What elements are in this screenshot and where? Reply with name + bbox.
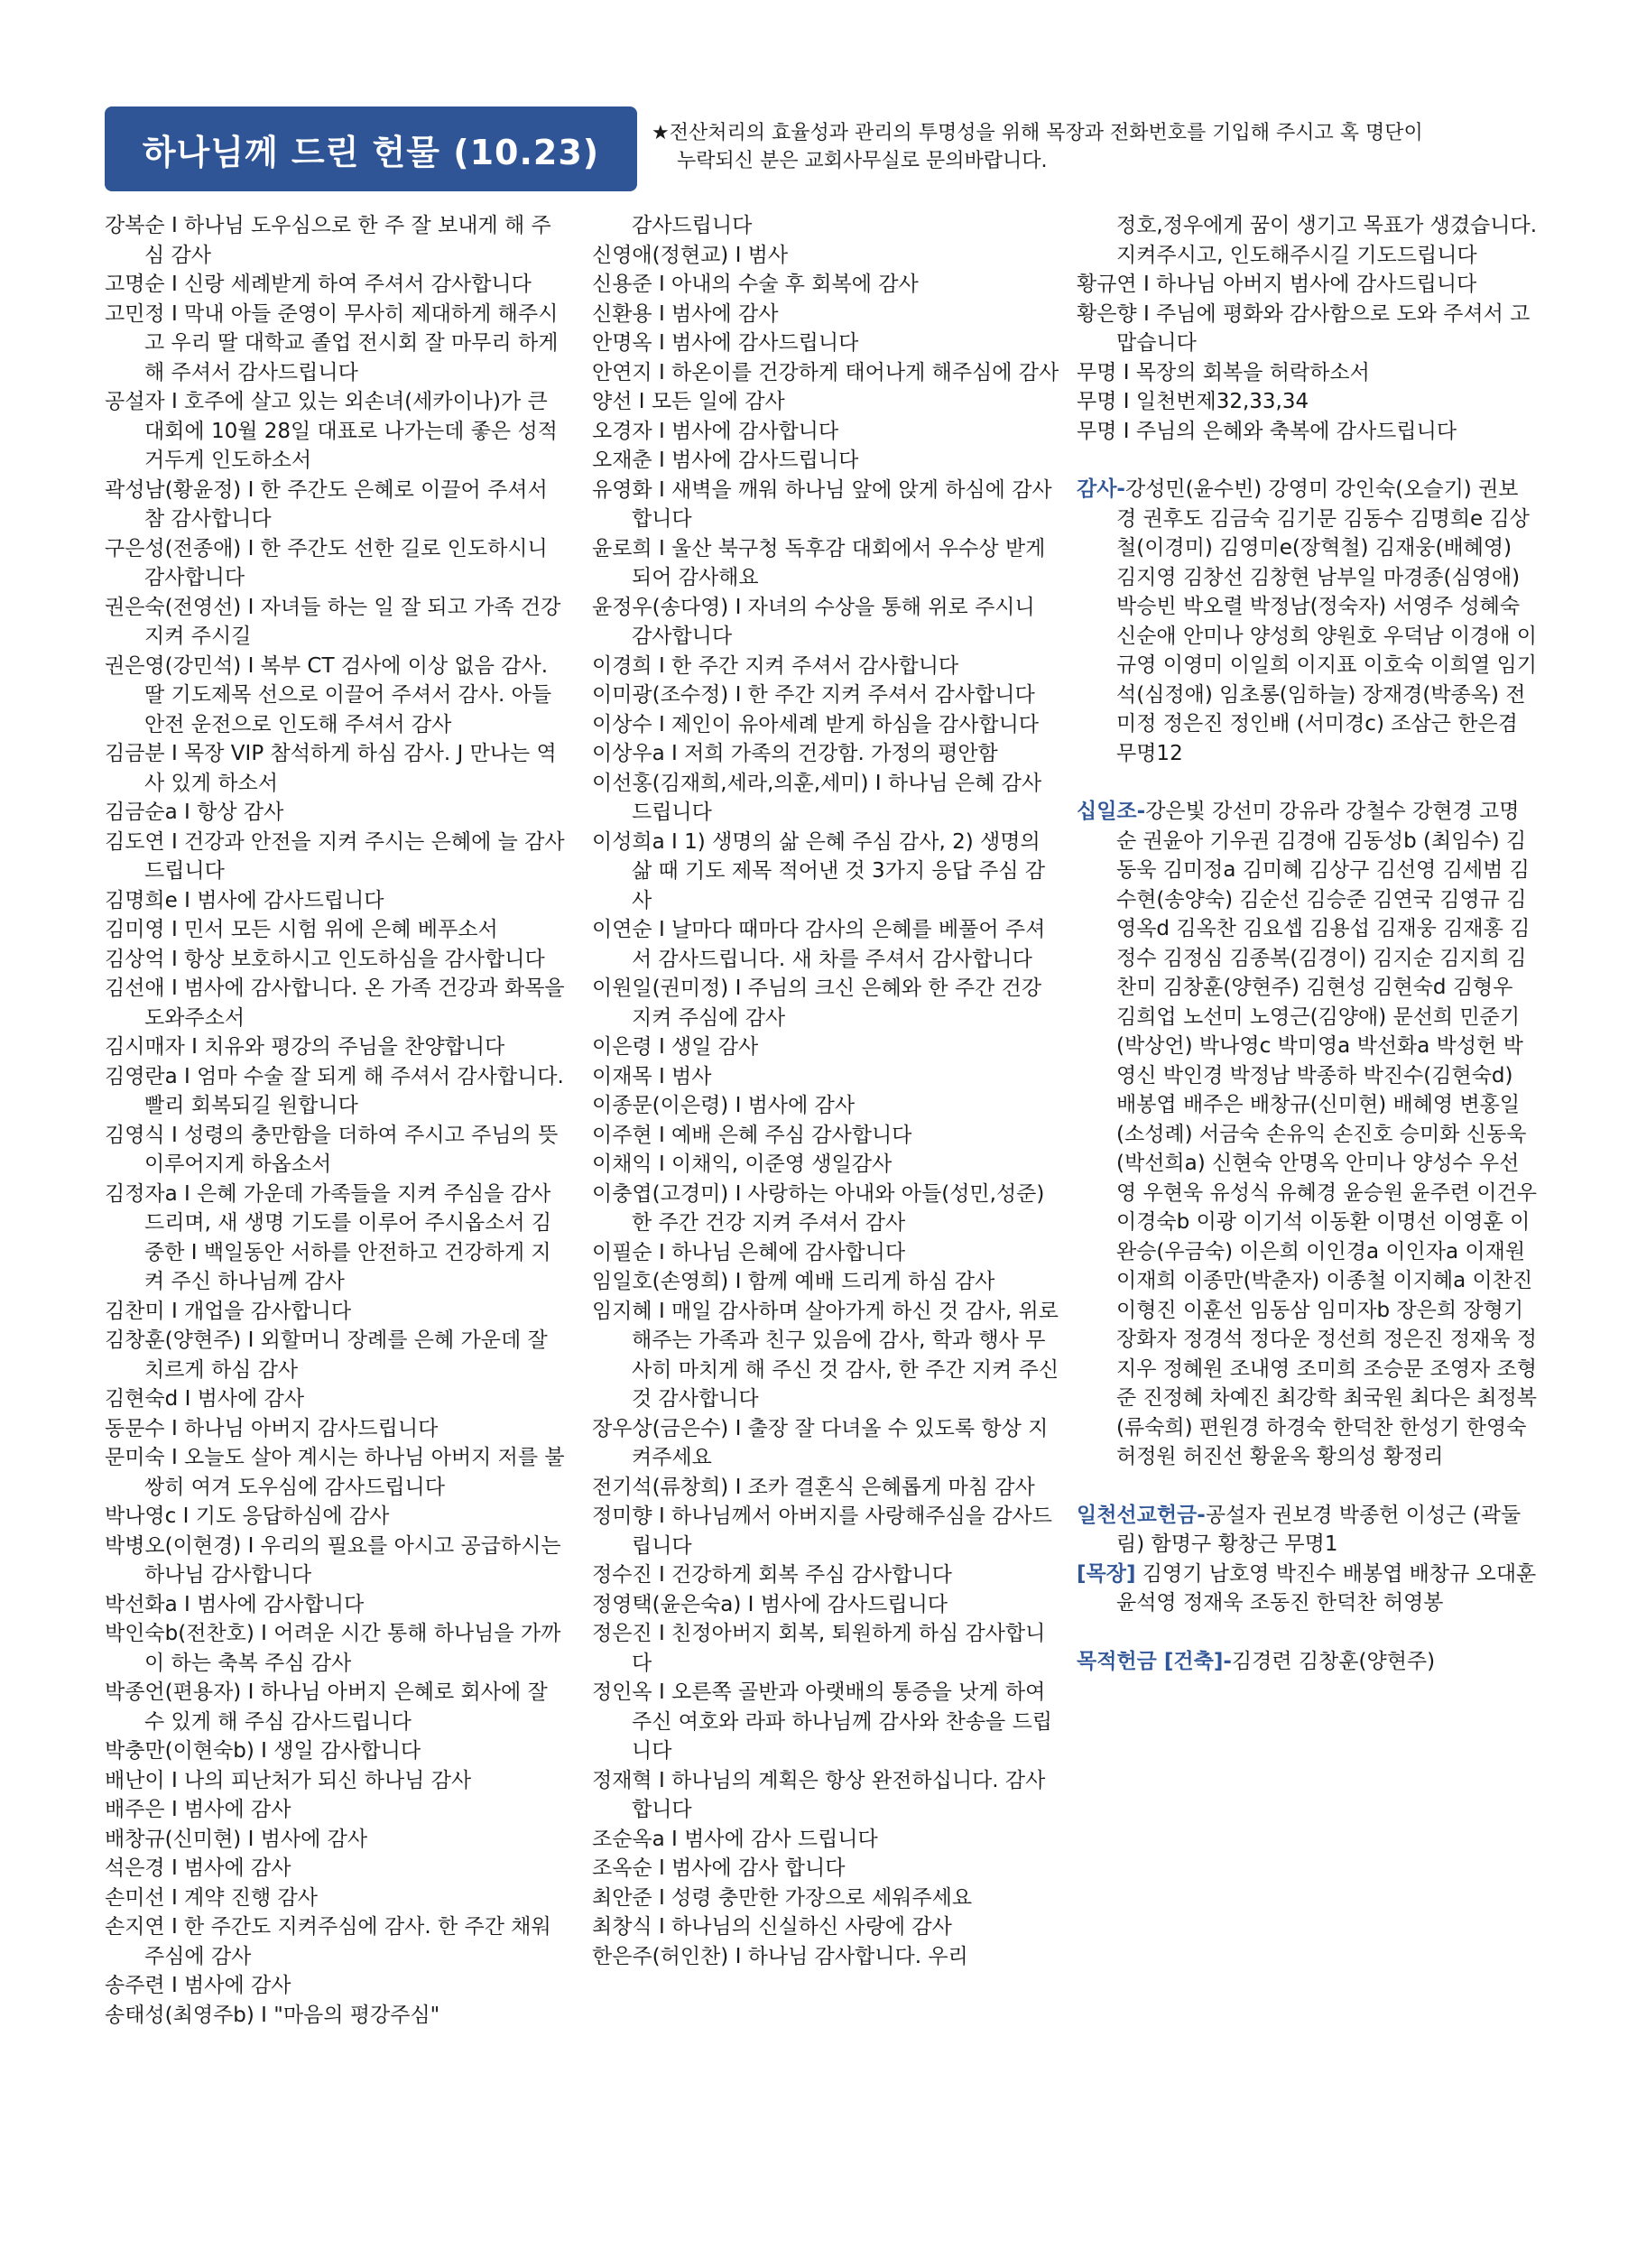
list-item: 박선화a I 범사에 감사합니다 — [105, 1592, 365, 1616]
list-item: 임일호(손영희) I 함께 예배 드리게 하심 감사 — [592, 1270, 995, 1293]
list-item: 윤로희 I 울산 북구청 독후감 대회에서 우수상 받게 되어 감사해요 — [592, 536, 1046, 589]
notice-line-2: 누락되신 분은 교회사무실로 문의바랍니다. — [677, 150, 1048, 172]
list-item: 이재목 I 범사 — [592, 1064, 712, 1088]
list-item: 고민정 I 막내 아들 준영이 무사히 제대하게 해주시고 우리 딸 대학교 졸업 전시회 잘 마무리 하게 해 주셔서 감사드립니다 — [105, 301, 559, 384]
mokjeok-names: 김경련 김창훈(양현주) — [1231, 1649, 1436, 1673]
list-item: 장우상(금은수) I 출장 잘 다녀올 수 있도록 항상 지켜주세요 — [592, 1416, 1049, 1469]
column-2 — [592, 211, 1061, 1971]
list-item: 김금분 I 목장 VIP 참석하게 하심 감사. J 만나는 역사 있게 하소서 — [105, 742, 557, 795]
list-item: 박충만(이현숙b) I 생일 감사합니다 — [105, 1739, 421, 1763]
list-item: 최창식 I 하나님의 신실하신 사랑에 감사 — [592, 1915, 952, 1939]
list-item: 전기석(류창희) I 조카 결혼식 은혜롭게 마침 감사 — [592, 1475, 1035, 1499]
list-item: 석은경 I 범사에 감사 — [105, 1856, 291, 1880]
list-item: 정영택(윤은숙a) I 범사에 감사드립니다 — [592, 1592, 948, 1616]
sipil-label: 십일조- — [1077, 800, 1146, 823]
list-item: 김현숙d I 범사에 감사 — [105, 1387, 305, 1411]
spacer — [1077, 768, 1537, 797]
list-item: 신환용 I 범사에 감사 — [592, 301, 779, 326]
list-item: 배난이 I 나의 피난처가 되신 하나님 감사 — [105, 1768, 472, 1792]
gamsa-group — [1077, 475, 1537, 768]
list-item: 김선애 I 범사에 감사합니다. 온 가족 건강과 화목을 도와주소서 — [105, 977, 565, 1030]
list-item: 송주련 I 범사에 감사 — [105, 1974, 291, 1997]
list-item: 이상우a I 저희 가족의 건강함. 가정의 평안함 — [592, 742, 998, 765]
gamsa-names: 강성민(윤수빈) 강영미 강인숙(오슬기) 권보경 권후도 김금숙 김기문 김동수 김명희e 김상철(이경미) 김영미e(장혁철) 김재웅(배혜영) 김지영 김창선 김창현 남부일 마경종(심영애) 박승빈 박오렬 박정남(정숙자) 서영주 성혜숙 신순애 안미나 양성희 양원호 우덕남 이경애 이규영 이영미 이일희 이지표 이호숙 이희열 임기석(심정애) 임초롱(임하늘) 장재경(박종옥) 전미정 정은진 정인배 (서미경c) 조삼근 한은겸 무명12 — [1116, 477, 1538, 765]
list-item: 김명희e I 범사에 감사드립니다 — [105, 888, 384, 912]
list-item: 김정자a I 은혜 가운데 가족들을 지켜 주심을 감사드리며, 새 생명 기도를 이루어 주시옵소서 김중한 I 백일동안 서하를 안전하고 건강하게 지켜 주신 하나님께 감사 — [105, 1181, 552, 1293]
page-title — [105, 106, 637, 191]
list-item: 오재춘 I 범사에 감사드립니다 — [592, 449, 859, 472]
list-item: 조순옥a I 범사에 감사 드립니다 — [592, 1827, 878, 1851]
list-item: 정호,정우에게 꿈이 생기고 목표가 생겼습니다. 지켜주시고, 인도해주시길 기도드립니다 — [1116, 214, 1538, 267]
list-item: 박종언(편용자) I 하나님 아버지 은혜로 회사에 잘 수 있게 해 주심 감사드립니다 — [105, 1680, 548, 1734]
list-item: 문미숙 I 오늘도 살아 계시는 하나님 아버지 저를 불쌍히 여겨 도우심에 감사드립니다 — [105, 1446, 565, 1499]
list-item: 정은진 I 친정아버지 회복, 퇴원하게 하심 감사합니다 — [592, 1622, 1046, 1675]
list-item: 이경희 I 한 주간 지켜 주셔서 감사합니다 — [592, 653, 959, 678]
list-item: 유영화 I 새벽을 깨워 하나님 앞에 앉게 하심에 감사합니다 — [592, 477, 1052, 531]
mokjeok-group — [1077, 1647, 1537, 1677]
mokjang-label: [목장] — [1077, 1561, 1136, 1586]
list-item: 정인옥 I 오른쪽 골반과 아랫배의 통증을 낫게 하여 주신 여호와 라파 하나님께 감사와 찬송을 드립니다 — [592, 1680, 1053, 1763]
list-item: 이연순 I 날마다 때마다 감사의 은혜를 베풀어 주셔서 감사드립니다. 새 차를 주셔서 감사합니다 — [592, 918, 1046, 971]
mokjeok-label: 목적헌금 [건축]- — [1077, 1649, 1232, 1673]
list-item: 권은숙(전영선) I 자녀들 하는 일 잘 되고 가족 건강 지켜 주시길 — [105, 595, 561, 648]
list-item: 감사드립니다 — [632, 214, 753, 237]
mokjang-group — [1077, 1560, 1537, 1618]
spacer — [1077, 1472, 1537, 1501]
list-item: 황은향 I 주님에 평화와 감사함으로 도와 주셔서 고맙습니다 — [1077, 301, 1531, 355]
list-item: 윤정우(송다영) I 자녀의 수상을 통해 위로 주시니 감사합니다 — [592, 595, 1035, 648]
list-item: 안명옥 I 범사에 감사드립니다 — [592, 331, 859, 355]
list-item: 오경자 I 범사에 감사합니다 — [592, 419, 839, 443]
list-item: 이은령 I 생일 감사 — [592, 1035, 759, 1059]
column-1 — [105, 211, 565, 2030]
list-item: 최안준 I 성령 충만한 가장으로 세워주세요 — [592, 1885, 973, 1910]
list-item: 이상수 I 제인이 유아세례 받게 하심을 감사합니다 — [592, 712, 1040, 736]
list-item: 김영란a I 엄마 수술 잘 되게 해 주셔서 감사합니다. 빨리 회복되길 원합니다 — [105, 1064, 564, 1117]
list-item: 고명순 I 신랑 세례받게 하여 주셔서 감사합니다 — [105, 273, 532, 296]
list-item: 박인숙b(전찬호) I 어려운 시간 통해 하나님을 가까이 하는 축복 주심 감사 — [105, 1622, 561, 1675]
notice — [652, 119, 1554, 175]
list-item: 김영식 I 성령의 충만함을 더하여 주시고 주님의 뜻 이루어지게 하옵소서 — [105, 1123, 559, 1176]
list-item: 배창규(신미현) I 범사에 감사 — [105, 1827, 368, 1851]
list-item: 무명 I 일천번제32,33,34 — [1077, 390, 1309, 413]
list-item: 신영애(정현교) I 범사 — [592, 243, 789, 267]
list-item: 김찬미 I 개업을 감사합니다 — [105, 1299, 352, 1323]
list-item: 김금순a I 항상 감사 — [105, 801, 284, 824]
list-item: 황규연 I 하나님 아버지 범사에 감사드립니다 — [1077, 273, 1477, 296]
list-item: 이충엽(고경미) I 사랑하는 아내와 아들(성민,성준) 한 주간 건강 지켜 주셔서 감사 — [592, 1181, 1045, 1235]
list-item: 이주현 I 예배 은혜 주심 감사합니다 — [592, 1123, 912, 1147]
list-item: 정수진 I 건강하게 회복 주심 감사합니다 — [592, 1563, 952, 1587]
list-item: 공설자 I 호주에 살고 있는 외손녀(세카이나)가 큰대회에 10월 28일 대표로 나가는데 좋은 성적 거두게 인도하소서 — [105, 390, 558, 472]
list-item: 이선홍(김재희,세라,의훈,세미) I 하나님 은혜 감사드립니다 — [592, 771, 1042, 824]
list-item: 손미선 I 계약 진행 감사 — [105, 1885, 318, 1910]
list-item: 이필순 I 하나님 은혜에 감사합니다 — [592, 1240, 906, 1264]
list-item: 이채익 I 이채익, 이준영 생일감사 — [592, 1153, 893, 1176]
list-item: 무명 I 주님의 은혜와 축복에 감사드립니다 — [1077, 419, 1457, 443]
sipil-group — [1077, 797, 1537, 1472]
list-item: 손지연 I 한 주간도 지켜주심에 감사. 한 주간 채워주심에 감사 — [105, 1915, 551, 1968]
list-item: 박병오(이현경) I 우리의 필요를 아시고 공급하시는 하나님 감사합니다 — [105, 1533, 561, 1587]
list-item: 이원일(권미정) I 주님의 크신 은혜와 한 주간 건강 지켜 주심에 감사 — [592, 977, 1042, 1030]
ilcheon-label: 일천선교헌금- — [1077, 1503, 1206, 1527]
list-item: 배주은 I 범사에 감사 — [105, 1798, 291, 1821]
ilcheon-names: 공설자 권보경 박종헌 이성근 (곽둘림) 함명구 황창근 무명1 — [1116, 1503, 1522, 1556]
list-item: 안연지 I 하온이를 건강하게 태어나게 해주심에 감사 — [592, 360, 1059, 384]
list-item: 동문수 I 하나님 아버지 감사드립니다 — [105, 1416, 439, 1440]
list-item: 김창훈(양현주) I 외할머니 장례를 은혜 가운데 잘 치르게 하심 감사 — [105, 1328, 548, 1382]
list-item: 김도연 I 건강과 안전을 지켜 주시는 은혜에 늘 감사드립니다 — [105, 829, 565, 883]
spacer — [1077, 1618, 1537, 1647]
list-item: 송태성(최영주b) I "마음의 평강주심" — [105, 2003, 440, 2027]
list-item: 김미영 I 민서 모든 시험 위에 은혜 베푸소서 — [105, 918, 498, 941]
list-item: 이성희a I 1) 생명의 삶 은혜 주심 감사, 2) 생명의 삶 때 기도 제목 적어낸 것 3가지 응답 주심 감사 — [592, 829, 1046, 912]
list-item: 양선 I 모든 일에 감사 — [592, 390, 785, 413]
list-item: 김상억 I 항상 보호하시고 인도하심을 감사합니다 — [105, 947, 545, 971]
list-item: 이종문(이은령) I 범사에 감사 — [592, 1094, 856, 1117]
list-item: 한은주(허인찬) I 하나님 감사합니다. 우리 — [592, 1944, 968, 1968]
sipil-names: 강은빛 강선미 강유라 강철수 강현경 고명순 권윤아 기우권 김경애 김동성b (최임수) 김동욱 김미정a 김미혜 김상구 김선영 김세범 김수현(송양숙) 김순선 김승준 김연국 김영규 김영옥d 김옥찬 김요셉 김용섭 김재웅 김재홍 김정수 김정심 김종복(김경이) 김지순 김지희 김찬미 김창훈(양현주) 김현성 김현숙d 김형우 김희업 노선미 노영근(김양애) 문선희 민준기(박상언) 박나영c 박미영a 박선화a 박성헌 박영신 박인경 박정남 박종하 박진수(김현숙d) 배봉엽 배주은 배창규(신미현) 배혜영 변홍일(소성례) 서금숙 손유익 손진호 승미화 신동욱 (박선희a) 신현숙 안명옥 안미나 양성수 우선영 우현욱 유성식 유혜경 윤승원 윤주련 이건우 이경숙b 이광 이기석 이동환 이명선 이영훈 이완승(우금숙) 이은희 이인경a 이인자a 이재원 이재희 이종만(박춘자) 이종철 이지혜a 이찬진 이형진 이훈선 임동삼 임미자b 장은희 장형기 장화자 정경석 정다운 정선희 정은진 정재욱 정지우 정혜원 조내영 조미희 조승문 조영자 조형준 진정혜 차예진 최강학 최국원 최다은 최정복 (류숙희) 편원경 하경숙 한덕찬 한성기 한영숙 허정원 허진선 황윤옥 황의성 황정리 — [1116, 800, 1538, 1468]
notice-line-1: ★전산처리의 효율성과 관리의 투명성을 위해 목장과 전화번호를 기입해 주시고 혹 명단이 — [652, 122, 1423, 144]
ilcheon-group — [1077, 1501, 1537, 1560]
list-item: 정미향 I 하나님께서 아버지를 사랑해주심을 감사드립니다 — [592, 1504, 1052, 1558]
list-item: 박나영c I 기도 응답하심에 감사 — [105, 1504, 390, 1528]
spacer — [1077, 446, 1537, 475]
list-item: 김시매자 I 치유와 평강의 주님을 찬양합니다 — [105, 1035, 505, 1059]
page-title-text: 하나님께 드린 헌물 (10.23) — [142, 132, 600, 172]
list-item: 강복순 I 하나님 도우심으로 한 주 잘 보내게 해 주심 감사 — [105, 214, 551, 267]
column-3 — [1077, 211, 1537, 1676]
list-item: 신용준 I 아내의 수술 후 회복에 감사 — [592, 273, 919, 296]
list-item: 임지혜 I 매일 감사하며 살아가게 하신 것 감사, 위로해주는 가족과 친구 있음에 감사, 학과 행사 무사히 마치게 해 주신 것 감사, 한 주간 지켜 주신 것 감사합니다 — [592, 1299, 1059, 1411]
list-item: 정재혁 I 하나님의 계획은 항상 완전하십니다. 감사합니다 — [592, 1768, 1046, 1821]
mokjang-names: 김영기 남호영 박진수 배봉엽 배창규 오대훈 윤석영 정재욱 조동진 한덕찬 허영봉 — [1116, 1561, 1537, 1615]
list-item: 곽성남(황윤정) I 한 주간도 은혜로 이끌어 주셔서 참 감사합니다 — [105, 477, 548, 531]
list-item: 조옥순 I 범사에 감사 합니다 — [592, 1856, 846, 1880]
list-item: 구은성(전종애) I 한 주간도 선한 길로 인도하시니 감사합니다 — [105, 536, 548, 589]
list-item: 권은영(강민석) I 복부 CT 검사에 이상 없음 감사. 딸 기도제목 선으로 이끌어 주셔서 감사. 아들 안전 운전으로 인도해 주셔서 감사 — [105, 653, 552, 736]
list-item: 무명 I 목장의 회복을 허락하소서 — [1077, 360, 1370, 384]
list-item: 이미광(조수정) I 한 주간 지켜 주셔서 감사합니다 — [592, 683, 1035, 707]
gamsa-label: 감사- — [1077, 477, 1125, 501]
